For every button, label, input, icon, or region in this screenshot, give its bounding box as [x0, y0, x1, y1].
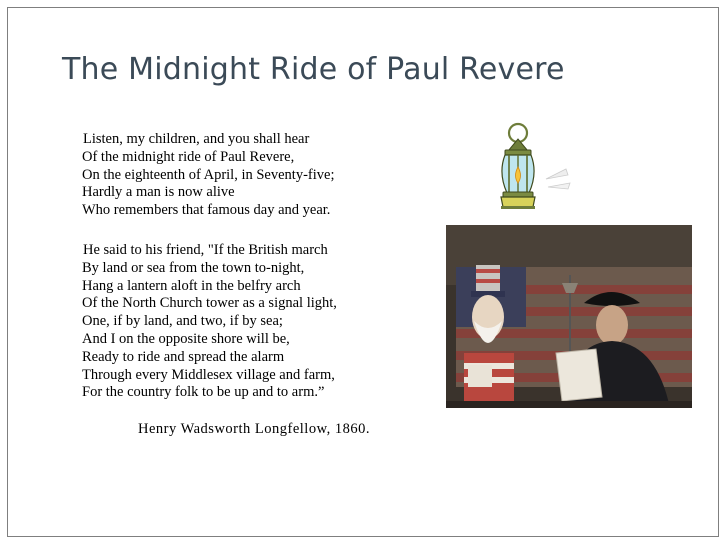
poem-line: Listen, my children, and you shall hear	[83, 131, 310, 147]
poem-line: Hang a lantern aloft in the belfry arch	[82, 277, 301, 294]
lantern-icon	[494, 121, 572, 211]
poem-line: Ready to ride and spread the alarm	[82, 348, 285, 365]
poem-line: By land or sea from the town to-night,	[82, 259, 305, 276]
poem-line: On the eighteenth of April, in Seventy-five;	[82, 166, 335, 183]
poem-line: Of the midnight ride of Paul Revere,	[82, 148, 295, 165]
poem-line: Of the North Church tower as a signal light,	[82, 295, 337, 312]
poem-line: He said to his friend, "If the British march	[83, 242, 328, 258]
reenactment-photo	[446, 225, 692, 408]
poem-line: And I on the opposite shore will be,	[82, 330, 290, 347]
poem-line: For the country folk to be up and to arm.”	[82, 384, 325, 401]
poem-line: Through every Middlesex village and farm,	[82, 366, 335, 383]
poem-line: Hardly a man is now alive	[82, 184, 235, 201]
poem-line: Who remembers that famous day and year.	[82, 202, 331, 219]
poem-stanza-2	[82, 242, 337, 402]
poem-line: One, if by land, and two, if by sea;	[82, 313, 283, 330]
poem-attribution: Henry Wadsworth Longfellow, 1860.	[138, 421, 370, 437]
poem-stanza-1	[82, 131, 334, 220]
slide-title: The Midnight Ride of Paul Revere	[62, 52, 565, 87]
